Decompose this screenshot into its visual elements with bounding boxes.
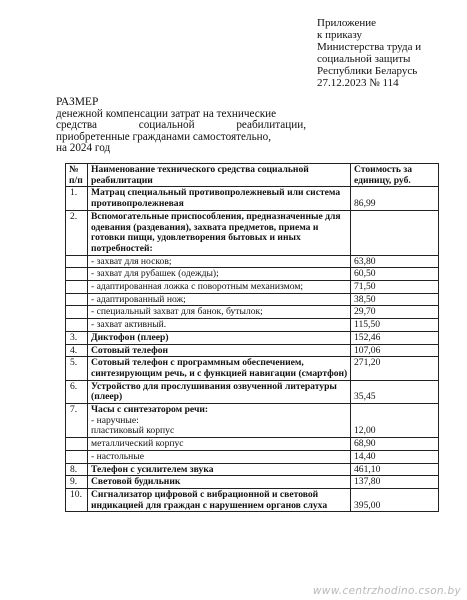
title-heading: РАЗМЕР — [56, 96, 99, 108]
appendix-line: Министерства труда и — [317, 41, 422, 53]
row-price — [351, 210, 439, 255]
row-price: 107,06 — [351, 344, 439, 357]
appendix-line: социальной защиты — [317, 53, 411, 65]
row-name: Телефон с усилителем звука — [88, 463, 351, 476]
title-line: средства социальной реабилитации, — [56, 119, 306, 131]
row-price: 395,00 — [351, 488, 439, 511]
row-num: 4. — [66, 344, 88, 357]
table-row — [66, 344, 439, 357]
row-num: 10. — [66, 488, 88, 511]
row-price: 271,20 — [351, 357, 439, 380]
subrow-price: 29,70 — [351, 306, 439, 319]
appendix-line: Приложение — [317, 17, 377, 29]
row-num: 7. — [66, 404, 88, 438]
subrow-price: 12,00 — [351, 404, 439, 438]
row-price: 137,80 — [351, 476, 439, 489]
row-num: 5. — [66, 357, 88, 380]
row-name: Световой будильник — [88, 476, 351, 489]
table-subrow — [66, 281, 439, 294]
header-price — [351, 164, 439, 187]
table-subrow — [66, 319, 439, 332]
subrow-price: 63,80 — [351, 255, 439, 268]
table-subrow — [66, 306, 439, 319]
row-name-cell — [88, 404, 351, 438]
appendix-line: к приказу — [317, 29, 363, 41]
table-row — [66, 404, 439, 438]
header-price-a: Стоимость за — [354, 164, 413, 175]
subrow-price: 68,90 — [351, 438, 439, 451]
subrow-label: - захват для носков; — [88, 255, 351, 268]
subrow-label: - настольные — [88, 450, 351, 463]
table-header-row — [66, 164, 439, 187]
compensation-table — [65, 163, 439, 512]
table-subrow — [66, 293, 439, 306]
subrow-label: - адаптированный нож; — [88, 293, 351, 306]
document-title — [56, 97, 306, 155]
table-row — [66, 357, 439, 380]
row-price: 461,10 — [351, 463, 439, 476]
subrow-label: - специальный захват для банок, бутылок; — [88, 306, 351, 319]
table-row — [66, 210, 439, 255]
subrow-label: - захват активный. — [88, 319, 351, 332]
subrow-label: - захват для рубашек (одежды); — [88, 268, 351, 281]
title-line: на 2024 год — [56, 142, 111, 154]
row-price: 35,45 — [351, 380, 439, 403]
row-num: 3. — [66, 331, 88, 344]
header-num: № п/п — [66, 164, 88, 187]
table-row — [66, 476, 439, 489]
header-price-b: единицу, руб. — [354, 174, 411, 186]
row-num: 2. — [66, 210, 88, 255]
site-watermark: www.centrzhodino.cson.by — [312, 585, 461, 597]
table-row — [66, 463, 439, 476]
subrow-price: 115,50 — [351, 319, 439, 332]
subrow-label: металлический корпус — [88, 438, 351, 451]
table-subrow — [66, 255, 439, 268]
table-row — [66, 331, 439, 344]
row-name: Матрац специальный противопролежневый или система противопролежневая — [88, 187, 351, 210]
table-subrow — [66, 450, 439, 463]
title-line: приобретенные гражданами самостоятельно, — [56, 130, 272, 143]
row-num: 8. — [66, 463, 88, 476]
table-subrow — [66, 438, 439, 451]
row-name: Часы с синтезатором речи: — [91, 404, 209, 416]
table-subrow — [66, 268, 439, 281]
subrow-price: 14,40 — [351, 450, 439, 463]
appendix-line: Республики Беларусь — [317, 65, 418, 77]
subrow-label: пластиковый корпус — [91, 425, 175, 437]
title-line: денежной компенсации затрат на технические — [56, 107, 277, 120]
row-num: 9. — [66, 476, 88, 489]
row-num: 1. — [66, 187, 88, 210]
subrow-price: 38,50 — [351, 293, 439, 306]
row-num: 6. — [66, 380, 88, 403]
row-name: Вспомогательные приспособления, предназначенные для одевания (раздевания), захвата предметов, приема и готовки пищи, удовлетворения бытовых и иных потребностей: — [88, 210, 351, 255]
row-name: Диктофон (плеер) — [88, 331, 351, 344]
row-name: Сотовый телефон с программным обеспечением, синтезирующим речь, и с функцией навигации (смартфон) — [88, 357, 351, 380]
table-row — [66, 380, 439, 403]
subrow-label: - адаптированная ложка с поворотным механизмом; — [88, 281, 351, 294]
row-name: Сигнализатор цифровой с вибрационной и световой индикацией для граждан с нарушением органов слуха — [88, 488, 351, 511]
row-name: Устройство для прослушивания озвученной литературы (плеер) — [88, 380, 351, 403]
table-row — [66, 488, 439, 511]
subrow-price: 60,50 — [351, 268, 439, 281]
row-price: 86,99 — [351, 187, 439, 210]
subrow-label: - наручные: — [91, 414, 139, 426]
appendix-block — [317, 17, 421, 89]
row-name: Сотовый телефон — [88, 344, 351, 357]
appendix-line: 27.12.2023 № 114 — [317, 77, 399, 89]
header-name: Наименование технического средства социальной реабилитации — [88, 164, 351, 187]
row-price: 152,46 — [351, 331, 439, 344]
table-row — [66, 187, 439, 210]
subrow-price: 71,50 — [351, 281, 439, 294]
